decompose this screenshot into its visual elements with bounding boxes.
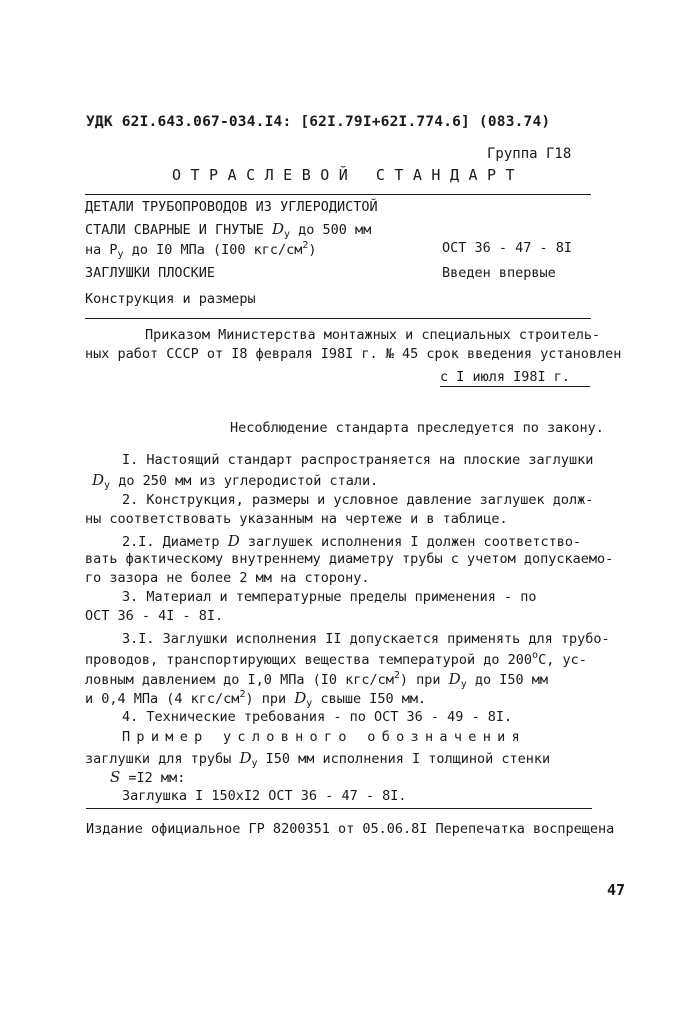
order-line2: ных работ СССР от I8 февраля I98I г. № 45 срок введения установлен bbox=[85, 346, 622, 362]
page-number: 47 bbox=[607, 881, 626, 899]
dy-symbol: D bbox=[239, 749, 252, 767]
standard-name-line2 bbox=[85, 220, 371, 240]
edition-note: Издание официальное ГР 8200351 от 05.06.8I Перепечатка воспрещена bbox=[86, 821, 615, 837]
example-designation: Заглушка I 150хI2 ОСТ 36 - 47 - 8I. bbox=[122, 788, 407, 804]
standard-name-line1: ДЕТАЛИ ТРУБОПРОВОДОВ ИЗ УГЛЕРОДИСТОЙ bbox=[85, 199, 378, 215]
para-3-1-line3 bbox=[85, 670, 548, 690]
unit-superscript: 2 bbox=[302, 240, 309, 251]
para-3-1-pressure: ловным давлением до I,0 МПа (I0 кгс/см bbox=[85, 672, 394, 688]
order-date-underline bbox=[440, 386, 590, 387]
unit-superscript: 2 bbox=[393, 670, 400, 681]
para-3-line1: 3. Материал и температурные пределы применения - по bbox=[122, 589, 537, 605]
order-line1: Приказом Министерства монтажных и специальных строитель- bbox=[145, 327, 601, 343]
standard-subject: ЗАГЛУШКИ ПЛОСКИЕ bbox=[85, 265, 216, 281]
udk-code: УДК 62I.643.067-034.I4: [62I.79I+62I.774.6] (083.74) bbox=[86, 114, 551, 130]
para-3-1-limit: до I50 мм bbox=[474, 672, 549, 688]
dy-subscript: у bbox=[251, 758, 258, 769]
para-3-1-temp: проводов, транспортирующих вещества температурой до 200 bbox=[85, 652, 533, 668]
para-2-1-line3: го зазора не более 2 мм на сторону. bbox=[85, 570, 370, 586]
bottom-divider bbox=[86, 808, 592, 809]
para-3-1-line4 bbox=[85, 689, 426, 709]
middle-divider bbox=[85, 318, 591, 319]
pressure-close: ) bbox=[308, 242, 317, 258]
example-thickness: =I2 мм: bbox=[128, 770, 186, 786]
example-text-a: заглушки для трубы bbox=[85, 751, 232, 767]
unit-superscript: 2 bbox=[239, 689, 246, 700]
para-2-1-line1 bbox=[122, 532, 581, 550]
standard-name-line3 bbox=[85, 240, 317, 260]
para-4: 4. Технические требования - по ОСТ 36 - 49 - 8I. bbox=[122, 709, 513, 725]
dy-symbol: D bbox=[448, 670, 461, 688]
group-code: Группа Г18 bbox=[487, 146, 572, 162]
para-3-1-when: ) при bbox=[399, 672, 441, 688]
para-3-1-line1: 3.I. Заглушки исполнения II допускается применять для трубо- bbox=[122, 631, 610, 647]
py-subscript: у bbox=[117, 249, 124, 260]
dy-subscript: у bbox=[306, 698, 313, 709]
para-2-1-rest: заглушек исполнения I должен соответство- bbox=[247, 534, 582, 550]
standard-name-line2-size: до 500 мм bbox=[298, 222, 372, 238]
d-symbol: D bbox=[227, 532, 240, 550]
celsius-symbol: C bbox=[538, 652, 547, 668]
para-2-line1: 2. Конструкция, размеры и условное давление заглушек долж- bbox=[122, 492, 594, 508]
example-line1 bbox=[85, 749, 550, 769]
dy-subscript: у bbox=[104, 480, 111, 491]
top-divider bbox=[85, 194, 591, 195]
para-1-line1: I. Настоящий стандарт распространяется на плоские заглушки bbox=[122, 452, 594, 468]
pressure-prefix: на Р bbox=[85, 242, 118, 258]
para-2-1-line2: вать фактическому внутреннему диаметру трубы с учетом допускаемо- bbox=[85, 551, 614, 567]
para-3-1-when2: ) при bbox=[245, 691, 287, 707]
legal-notice: Несоблюдение стандарта преследуется по закону. bbox=[230, 420, 604, 436]
dy-subscript: у bbox=[460, 679, 467, 690]
dy-subscript: у bbox=[283, 229, 291, 240]
standard-designation: ОСТ 36 - 47 - 8I bbox=[442, 240, 573, 256]
dy-symbol: D bbox=[271, 220, 284, 238]
para-2-1-lead: 2.I. Диаметр bbox=[122, 534, 220, 550]
example-title: Пример условного обозначения bbox=[122, 729, 526, 745]
para-2-line2: ны соответствовать указанным на чертеже и в таблице. bbox=[85, 511, 508, 527]
degree-sign: o bbox=[532, 650, 539, 661]
standard-subtitle: Конструкция и размеры bbox=[85, 291, 256, 307]
dy-symbol: D bbox=[92, 471, 105, 489]
order-line3: с I июля I98I г. bbox=[440, 369, 571, 385]
para-1-line2-text: до 250 мм из углеродистой стали. bbox=[118, 473, 379, 489]
para-3-1-limit2: свыше I50 мм. bbox=[320, 691, 427, 707]
pressure-value: до I0 МПа (I00 кгс/см bbox=[131, 242, 303, 258]
dy-symbol: D bbox=[294, 689, 307, 707]
para-3-1-end: , ус- bbox=[546, 652, 587, 668]
standard-name-line2-text: СТАЛИ СВАРНЫЕ И ГНУТЫЕ bbox=[85, 222, 264, 238]
document-title: ОТРАСЛЕВОЙ СТАНДАРТ bbox=[172, 166, 525, 184]
para-3-line2: ОСТ 36 - 4I - 8I. bbox=[85, 608, 224, 624]
s-symbol: S bbox=[110, 768, 121, 786]
example-line2 bbox=[110, 768, 185, 786]
introduced-note: Введен впервые bbox=[442, 265, 556, 281]
para-1-line2 bbox=[92, 471, 378, 491]
example-text-b: I50 мм исполнения I толщиной стенки bbox=[265, 751, 551, 767]
para-3-1-line2 bbox=[85, 650, 587, 668]
para-3-1-pressure2: и 0,4 МПа (4 кгс/см bbox=[85, 691, 240, 707]
